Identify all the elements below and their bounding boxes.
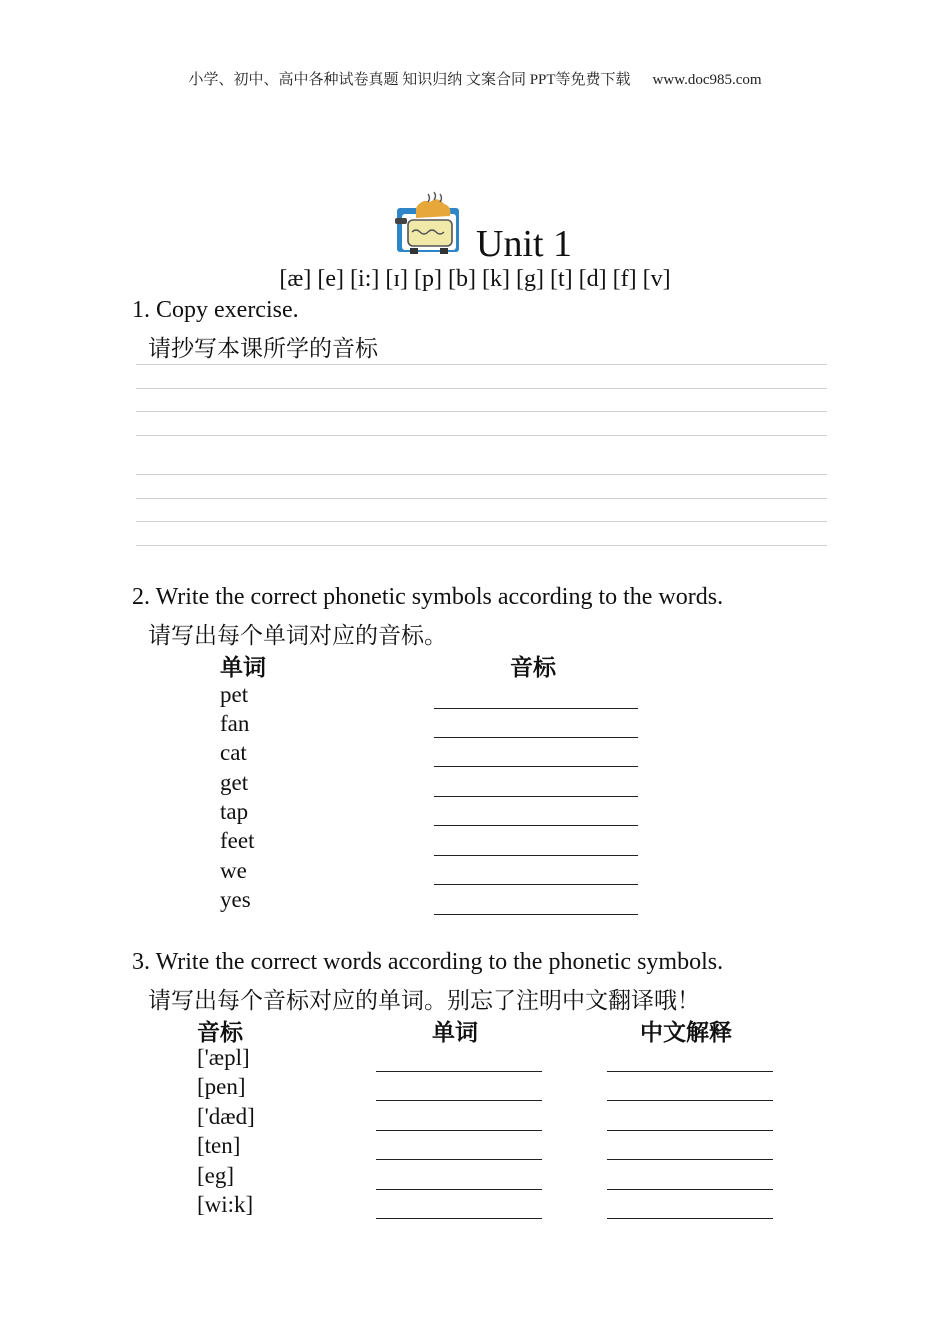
toaster-icon [394, 190, 468, 258]
section3-instruction: 请写出每个音标对应的单词。别忘了注明中文翻译哦！ [148, 988, 700, 1014]
answer-blank[interactable] [434, 914, 638, 915]
section2-instruction: 请写出每个单词对应的音标。 [148, 623, 447, 649]
word-blank[interactable] [376, 1159, 542, 1160]
word-blank[interactable] [376, 1189, 542, 1190]
answer-blank[interactable] [434, 708, 638, 709]
page-header [0, 68, 950, 89]
section1-title: 1. Copy exercise. [132, 297, 299, 323]
writing-line [136, 545, 827, 546]
meaning-blank[interactable] [607, 1071, 773, 1072]
phonetic-item: [wi:k] [197, 1192, 254, 1217]
col-header-phonetic: 音标 [510, 655, 556, 681]
word-item: yes [220, 887, 251, 912]
col-header-word: 单词 [432, 1020, 478, 1046]
meaning-blank[interactable] [607, 1218, 773, 1219]
word-item: feet [220, 828, 255, 853]
header-text: 小学、初中、高中各种试卷真题 知识归纳 文案合同 PPT等免费下载 [188, 72, 631, 88]
col-header-meaning: 中文解释 [640, 1020, 732, 1046]
word-item: get [220, 770, 249, 795]
meaning-blank[interactable] [607, 1100, 773, 1101]
writing-line [136, 474, 827, 475]
writing-line [136, 498, 827, 499]
header-site: www.doc985.com [652, 72, 762, 88]
phonetic-item: [eg] [197, 1163, 235, 1188]
answer-blank[interactable] [434, 855, 638, 856]
unit-title: Unit 1 [476, 223, 573, 265]
writing-line [136, 521, 827, 522]
section1-instruction: 请抄写本课所学的音标 [148, 336, 378, 362]
answer-blank[interactable] [434, 796, 638, 797]
word-item: cat [220, 740, 247, 765]
phonetics-list: [æ] [e] [i:] [ɪ] [p] [b] [k] [g] [t] [d] [f] [v] [279, 266, 671, 292]
meaning-blank[interactable] [607, 1159, 773, 1160]
word-blank[interactable] [376, 1130, 542, 1131]
word-item: fan [220, 711, 250, 736]
answer-blank[interactable] [434, 737, 638, 738]
meaning-blank[interactable] [607, 1189, 773, 1190]
phonetic-item: [pen] [197, 1074, 246, 1099]
word-blank[interactable] [376, 1100, 542, 1101]
section2-title: 2. Write the correct phonetic symbols according to the words. [132, 584, 724, 610]
writing-line [136, 364, 827, 365]
writing-line [136, 388, 827, 389]
word-item: we [220, 858, 247, 883]
phonetic-item: ['dæd] [197, 1104, 255, 1129]
word-blank[interactable] [376, 1218, 542, 1219]
answer-blank[interactable] [434, 884, 638, 885]
col-header-phonetic: 音标 [197, 1020, 243, 1046]
word-item: pet [220, 682, 249, 707]
phonetic-item: [ten] [197, 1133, 241, 1158]
section3-title: 3. Write the correct words according to the phonetic symbols. [132, 949, 724, 975]
word-blank[interactable] [376, 1071, 542, 1072]
phonetic-item: ['æpl] [197, 1045, 250, 1070]
meaning-blank[interactable] [607, 1130, 773, 1131]
word-item: tap [220, 799, 249, 824]
col-header-word: 单词 [220, 655, 266, 681]
writing-line [136, 435, 827, 436]
writing-line [136, 411, 827, 412]
answer-blank[interactable] [434, 825, 638, 826]
answer-blank[interactable] [434, 766, 638, 767]
